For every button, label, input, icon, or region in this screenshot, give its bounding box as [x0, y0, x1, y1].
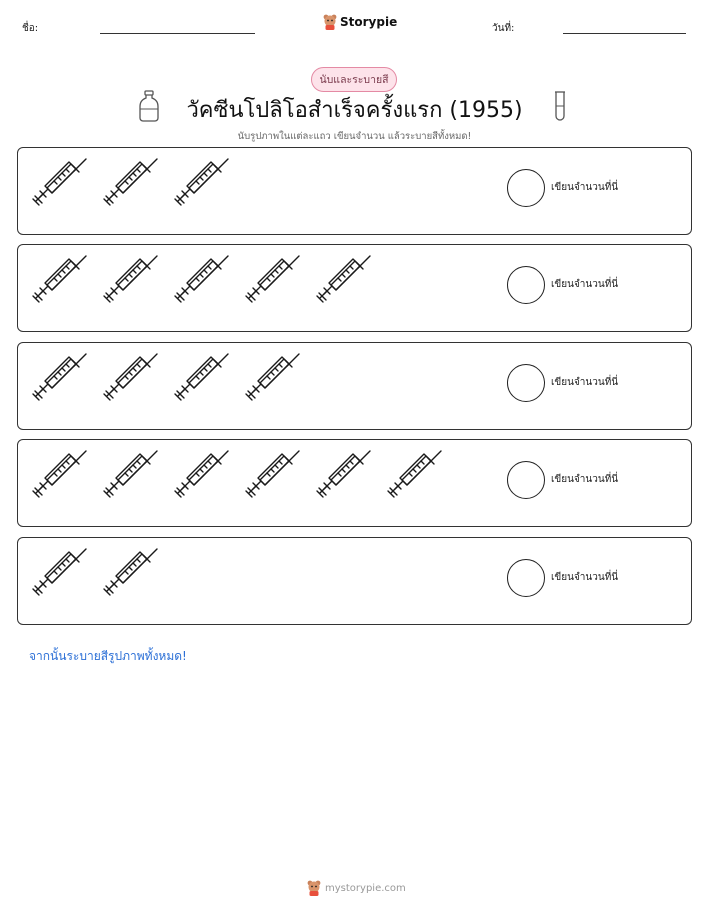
answer-label: เขียนจำนวนที่นี่	[551, 377, 619, 388]
syringe-group	[30, 156, 230, 220]
syringe-icon	[172, 156, 230, 220]
syringe-icon	[101, 253, 159, 317]
syringe-icon	[314, 448, 372, 512]
syringe-icon	[30, 351, 88, 415]
syringe-icon	[243, 351, 301, 415]
syringe-group	[30, 253, 372, 317]
footer-brand-url: mystorypie.com	[325, 882, 406, 894]
storypie-bear-icon	[307, 880, 321, 896]
answer-label: เขียนจำนวนที่นี่	[551, 572, 619, 583]
date-label: วันที่:	[492, 23, 515, 34]
name-label: ชื่อ:	[22, 23, 39, 34]
syringe-icon	[101, 156, 159, 220]
brand-name: Storypie	[340, 15, 398, 29]
answer-circle[interactable]	[507, 559, 545, 597]
syringe-icon	[172, 448, 230, 512]
syringe-icon	[30, 156, 88, 220]
syringe-icon	[314, 253, 372, 317]
syringe-group	[30, 546, 159, 610]
counting-row-4	[17, 439, 692, 527]
answer-label: เขียนจำนวนที่นี่	[551, 279, 619, 290]
answer-label: เขียนจำนวนที่นี่	[551, 182, 619, 193]
counting-row-1	[17, 147, 692, 235]
syringe-icon	[243, 253, 301, 317]
answer-circle[interactable]	[507, 266, 545, 304]
syringe-icon	[30, 546, 88, 610]
name-line[interactable]	[100, 33, 255, 34]
counting-row-5	[17, 537, 692, 625]
coloring-instruction: จากนั้นระบายสีรูปภาพทั้งหมด!	[29, 649, 187, 663]
syringe-icon	[30, 253, 88, 317]
syringe-icon	[172, 253, 230, 317]
date-line[interactable]	[563, 33, 686, 34]
counting-row-2	[17, 244, 692, 332]
counting-row-3	[17, 342, 692, 430]
syringe-icon	[385, 448, 443, 512]
syringe-icon	[172, 351, 230, 415]
syringe-group	[30, 351, 301, 415]
footer-brand[interactable]	[307, 880, 406, 896]
answer-circle[interactable]	[507, 169, 545, 207]
answer-circle[interactable]	[507, 364, 545, 402]
page-title: วัคซีนโปลิโอสำเร็จครั้งแรก (1955)	[186, 98, 523, 123]
storypie-bear-icon	[323, 14, 337, 30]
answer-circle[interactable]	[507, 461, 545, 499]
syringe-icon	[30, 448, 88, 512]
brand-logo	[323, 14, 397, 30]
syringe-icon	[101, 448, 159, 512]
syringe-group	[30, 448, 443, 512]
activity-badge: นับและระบายสี	[311, 67, 397, 92]
page-subtitle: นับรูปภาพในแต่ละแถว เขียนจำนวน แล้วระบายสีทั้งหมด!	[237, 131, 472, 142]
syringe-icon	[101, 351, 159, 415]
syringe-icon	[101, 546, 159, 610]
answer-label: เขียนจำนวนที่นี่	[551, 474, 619, 485]
syringe-icon	[243, 448, 301, 512]
